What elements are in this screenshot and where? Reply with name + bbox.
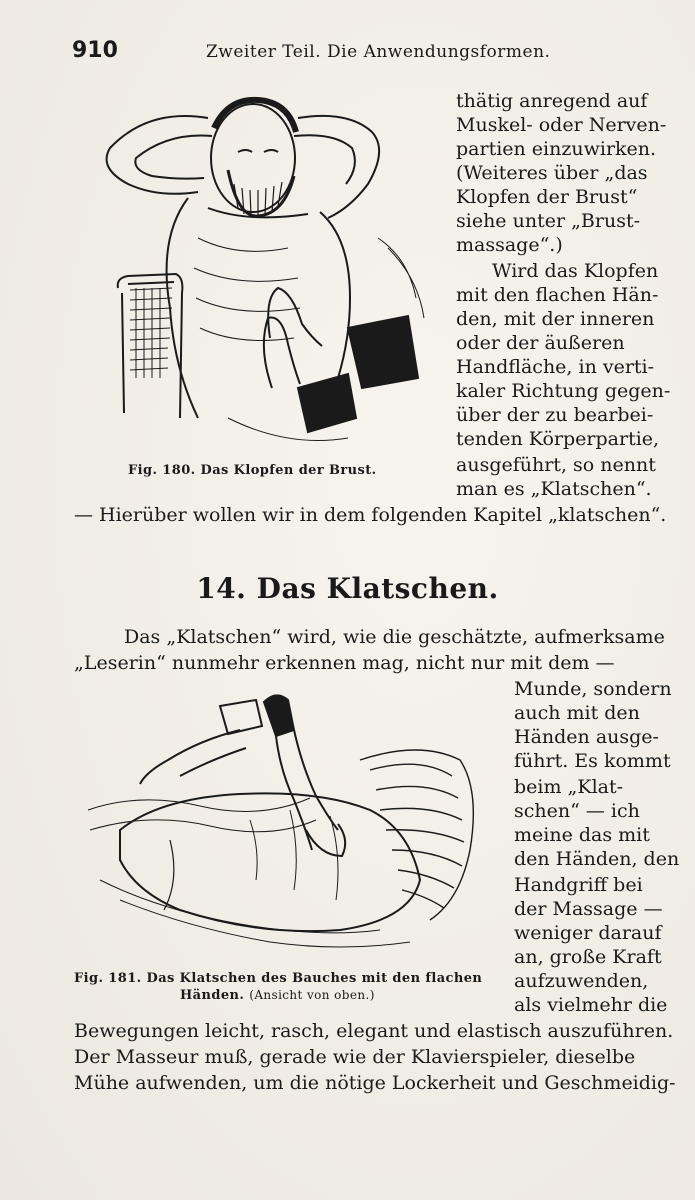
text-line: beim „Klat- [514, 776, 624, 798]
text-line: kaler Richtung gegen- [456, 380, 671, 402]
text-line: thätig anregend auf [456, 90, 648, 112]
text-line: auch mit den [514, 702, 640, 724]
figure-181-title-line2: Händen. [180, 988, 245, 1003]
text-line-full: Das „Klatschen“ wird, wie die geschätzte, aufmerksame [124, 626, 665, 648]
abdomen-clapping-engraving [80, 680, 500, 958]
page-number: 910 [72, 38, 118, 63]
text-line-full: Mühe aufwenden, um die nötige Lockerheit und Geschmeidig- [74, 1072, 676, 1094]
text-line: Muskel- oder Nerven- [456, 114, 667, 136]
figure-181-label: Fig. 181. [74, 971, 142, 986]
text-line: man es „Klatschen“. [456, 478, 652, 500]
text-line: ausgeführt, so nennt [456, 454, 656, 476]
text-line: partien einzuwirken. [456, 138, 657, 160]
text-line: den Händen, den [514, 848, 680, 870]
text-line: Handfläche, in verti- [456, 356, 655, 378]
text-line: weniger darauf [514, 922, 662, 944]
section-heading: 14. Das Klatschen. [196, 572, 499, 605]
text-line: (Weiteres über „das [456, 162, 648, 184]
text-line: an, große Kraft [514, 946, 662, 968]
figure-181-illustration [80, 680, 500, 958]
text-line: Händen ausge- [514, 726, 659, 748]
text-line: der Massage — [514, 898, 663, 920]
text-line-full: Der Masseur muß, gerade wie der Klavierspieler, dieselbe [74, 1046, 636, 1068]
text-line: oder der äußeren [456, 332, 625, 354]
text-line-full: Bewegungen leicht, rasch, elegant und elastisch auszuführen. [74, 1020, 674, 1042]
text-line: mit den flachen Hän- [456, 284, 659, 306]
text-line: meine das mit [514, 824, 650, 846]
text-line: Wird das Klopfen [492, 260, 659, 282]
chest-tapping-engraving [88, 88, 448, 456]
figure-180-illustration [88, 88, 448, 456]
text-line: Klopfen der Brust“ [456, 186, 638, 208]
text-line: schen“ — ich [514, 800, 640, 822]
running-head: Zweiter Teil. Die Anwendungsformen. [206, 42, 551, 62]
figure-181-note: (Ansicht von oben.) [249, 988, 375, 1002]
page-header [72, 38, 652, 68]
text-line: tenden Körperpartie, [456, 428, 660, 450]
text-line: massage“.) [456, 234, 563, 256]
text-line: Munde, sondern [514, 678, 672, 700]
text-line-full: — Hierüber wollen wir in dem folgenden Kapitel „klatschen“. [74, 504, 667, 526]
figure-180-caption [128, 463, 377, 478]
figure-181-title-line1: Das Klatschen des Bauches mit den flachen [146, 971, 483, 986]
text-line: den, mit der inneren [456, 308, 655, 330]
text-line: führt. Es kommt [514, 750, 671, 772]
text-line-full: „Leserin“ nunmehr erkennen mag, nicht nur mit dem — [74, 652, 615, 674]
text-line: als vielmehr die [514, 994, 668, 1016]
text-line: aufzuwenden, [514, 970, 649, 992]
text-line: siehe unter „Brust- [456, 210, 640, 232]
figure-181-caption [74, 971, 482, 986]
text-line: über der zu bearbei- [456, 404, 654, 426]
figure-180-label: Fig. 180. [128, 463, 196, 478]
figure-180-title: Das Klopfen der Brust. [200, 463, 377, 478]
text-line: Handgriff bei [514, 874, 643, 896]
figure-181-caption-continued [180, 988, 375, 1003]
